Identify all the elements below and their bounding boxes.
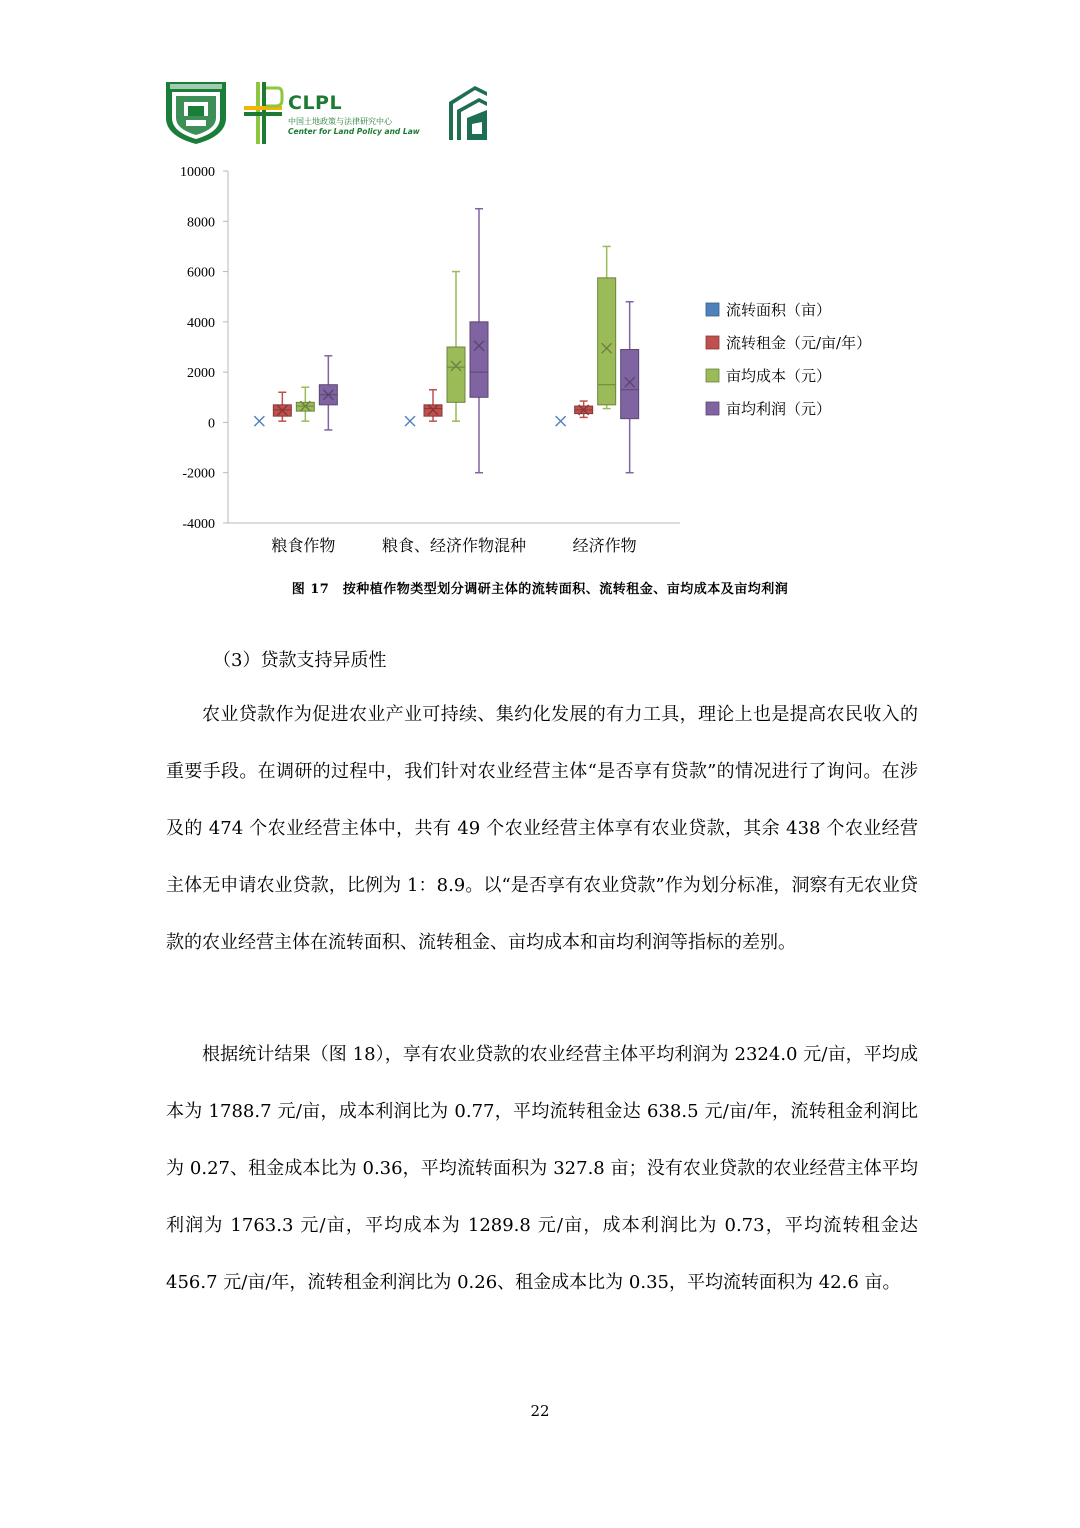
legend-swatch xyxy=(706,369,719,382)
box-quartile xyxy=(621,350,639,419)
y-tick-label: 4000 xyxy=(187,315,215,331)
clpl-logo xyxy=(244,78,424,146)
legend-swatch xyxy=(706,303,719,316)
y-tick-label: 8000 xyxy=(187,215,215,231)
x-category-label: 粮食、经济作物混种 xyxy=(381,536,527,555)
box-quartile xyxy=(447,347,465,402)
box-quartile xyxy=(470,322,488,397)
x-category-label: 经济作物 xyxy=(572,536,637,555)
y-tick-label: -4000 xyxy=(182,517,215,532)
university-seal-logo xyxy=(160,78,232,146)
y-tick-label: 6000 xyxy=(187,265,215,281)
paragraph-2: 根据统计结果（图 18），享有农业贷款的农业经营主体平均利润为 2324.0 元/亩，平均成本为 1788.7 元/亩，成本利润比为 0.77，平均流转租金达 638.5 元/亩/年，流转租金利润比为 0.27、租金成本比为 0.36，平均流转面积为 327.8 亩；没有农业贷款的农业经营主体平均利润为 1763.3 元/亩，平均成本为 1289.8 元/亩，成本利润比为 0.73，平均流转租金达 456.7 元/亩/年，流转租金利润比为 0.26、租金成本比为 0.35，平均流转面积为 42.6 亩。 xyxy=(166,1044,918,1293)
y-tick-label: 0 xyxy=(208,416,215,432)
clpl-emblem-icon xyxy=(244,82,284,144)
x-category-label: 粮食作物 xyxy=(271,536,336,555)
box-quartile xyxy=(598,278,616,405)
paragraph-1: 农业贷款作为促进农业产业可持续、集约化发展的有力工具，理论上也是提高农民收入的重要手段。在调研的过程中，我们针对农业经营主体“是否享有贷款”的情况进行了询问。在涉及的 474 个农业经营主体中，共有 49 个农业经营主体享有农业贷款，其余 438 个农业经营主体无申请农业贷款，比例为 1：8.9。以“是否享有农业贷款”作为划分标准，洞察有无农业贷款的农业经营主体在流转面积、流转租金、亩均成本和亩均利润等指标的差别。 xyxy=(166,704,918,953)
header-logos xyxy=(160,78,500,150)
legend-label: 流转面积（亩） xyxy=(726,301,832,319)
clpl-title: CLPL xyxy=(288,92,343,114)
y-tick-label: 10000 xyxy=(180,165,215,180)
legend-swatch xyxy=(706,336,719,349)
section-heading: （3）贷款支持异质性 xyxy=(213,650,387,671)
boxplot-chart xyxy=(0,150,1080,570)
clpl-english-name: Center for Land Policy and Law xyxy=(288,127,420,136)
page-number: 22 xyxy=(530,1402,550,1420)
figure-caption: 图 17 按种植作物类型划分调研主体的流转面积、流转租金、亩均成本及亩均利润 xyxy=(291,582,789,597)
legend-label: 亩均利润（元） xyxy=(726,400,832,418)
institute-logo xyxy=(445,82,491,142)
y-tick-label: 2000 xyxy=(187,366,215,382)
y-tick-label: -2000 xyxy=(182,466,215,482)
legend-swatch xyxy=(706,402,719,415)
clpl-chinese-name: 中国土地政策与法律研究中心 xyxy=(288,117,392,126)
legend-label: 流转租金（元/亩/年） xyxy=(726,334,872,352)
legend-label: 亩均成本（元） xyxy=(726,367,832,385)
